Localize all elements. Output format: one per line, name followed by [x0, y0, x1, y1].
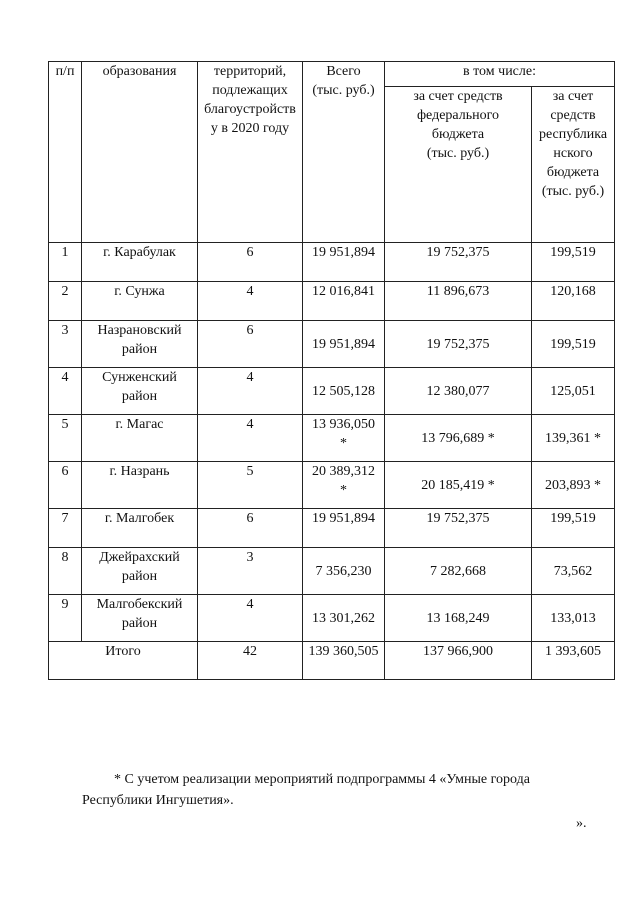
cell-territories: 3	[198, 548, 303, 595]
cell-name: г. Карабулак	[82, 243, 198, 282]
cell-federal: 7 282,668	[385, 548, 532, 595]
header-num: п/п	[49, 62, 82, 243]
cell-name: Малгобекский район	[82, 595, 198, 642]
cell-republic: 203,893 *	[532, 462, 615, 509]
cell-federal: 13 796,689 *	[385, 415, 532, 462]
cell-federal: 13 168,249	[385, 595, 532, 642]
cell-federal: 20 185,419 *	[385, 462, 532, 509]
cell-federal: 19 752,375	[385, 321, 532, 368]
cell-total: 13 301,262	[303, 595, 385, 642]
cell-name: г. Назрань	[82, 462, 198, 509]
cell-total: 19 951,894	[303, 321, 385, 368]
cell-num: 8	[49, 548, 82, 595]
cell-federal: 19 752,375	[385, 509, 532, 548]
cell-territories: 4	[198, 415, 303, 462]
table-row	[49, 368, 615, 415]
header-row	[49, 62, 615, 87]
table-row	[49, 595, 615, 642]
cell-name: Джейрахский район	[82, 548, 198, 595]
cell-total: 20 389,312 *	[303, 462, 385, 509]
cell-republic: 199,519	[532, 243, 615, 282]
cell-total: 12 505,128	[303, 368, 385, 415]
total-row	[49, 642, 615, 680]
table-row	[49, 509, 615, 548]
total-sum: 139 360,505	[303, 642, 385, 680]
closing-quote-mark: ».	[576, 816, 587, 831]
header-territories: территорий, подлежащих благоустройств у в 2020 году	[198, 62, 303, 243]
header-republic: за счет средств республика нского бюджета (тыс. руб.)	[532, 87, 615, 243]
total-territories: 42	[198, 642, 303, 680]
table-row	[49, 321, 615, 368]
cell-total: 13 936,050 *	[303, 415, 385, 462]
funding-table	[48, 61, 615, 680]
footnote-line-2: Республики Ингушетия».	[82, 793, 234, 808]
cell-total: 19 951,894	[303, 509, 385, 548]
cell-total: 19 951,894	[303, 243, 385, 282]
cell-republic: 199,519	[532, 321, 615, 368]
total-label: Итого	[49, 642, 198, 680]
cell-republic: 133,013	[532, 595, 615, 642]
footnote-line-1: * С учетом реализации мероприятий подпрограммы 4 «Умные города	[114, 772, 530, 787]
total-federal: 137 966,900	[385, 642, 532, 680]
cell-total: 7 356,230	[303, 548, 385, 595]
cell-num: 7	[49, 509, 82, 548]
cell-territories: 6	[198, 321, 303, 368]
cell-num: 9	[49, 595, 82, 642]
cell-name: Назрановский район	[82, 321, 198, 368]
table-row	[49, 462, 615, 509]
table-row	[49, 415, 615, 462]
cell-name: Сунженский район	[82, 368, 198, 415]
cell-total: 12 016,841	[303, 282, 385, 321]
cell-num: 5	[49, 415, 82, 462]
cell-name: г. Сунжа	[82, 282, 198, 321]
cell-republic: 199,519	[532, 509, 615, 548]
cell-republic: 139,361 *	[532, 415, 615, 462]
table-row	[49, 548, 615, 595]
table-row	[49, 282, 615, 321]
cell-territories: 4	[198, 282, 303, 321]
cell-territories: 6	[198, 509, 303, 548]
cell-num: 2	[49, 282, 82, 321]
cell-republic: 125,051	[532, 368, 615, 415]
header-including: в том числе:	[385, 62, 615, 87]
header-name: образования	[82, 62, 198, 243]
cell-num: 4	[49, 368, 82, 415]
cell-republic: 120,168	[532, 282, 615, 321]
header-federal: за счет средств федерального бюджета (тыс. руб.)	[385, 87, 532, 243]
total-republic: 1 393,605	[532, 642, 615, 680]
cell-name: г. Магас	[82, 415, 198, 462]
cell-republic: 73,562	[532, 548, 615, 595]
cell-federal: 12 380,077	[385, 368, 532, 415]
header-total: Всего (тыс. руб.)	[303, 62, 385, 243]
cell-territories: 4	[198, 368, 303, 415]
cell-num: 1	[49, 243, 82, 282]
cell-federal: 19 752,375	[385, 243, 532, 282]
cell-territories: 4	[198, 595, 303, 642]
cell-territories: 5	[198, 462, 303, 509]
cell-federal: 11 896,673	[385, 282, 532, 321]
cell-num: 6	[49, 462, 82, 509]
cell-num: 3	[49, 321, 82, 368]
table-row	[49, 243, 615, 282]
cell-name: г. Малгобек	[82, 509, 198, 548]
cell-territories: 6	[198, 243, 303, 282]
